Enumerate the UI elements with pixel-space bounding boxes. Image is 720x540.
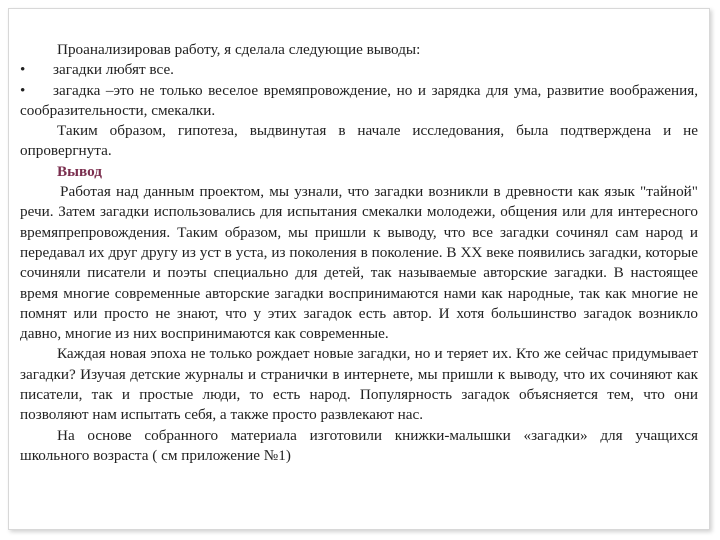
bullet-icon: •: [20, 61, 26, 79]
bullet-text: загадки любят все.: [53, 61, 174, 79]
body-paragraph: Работая над данным проектом, мы узнали, что загадки возникли в древности как язык "тайной" речи. Затем загадки использовались для испытания смекалки молодежи, общения или для интересного времяпрепровождения. Таким образом, мы пришли к выводу, что все загадки сочинял сам народ и передавал их друг другу из уст в уста, из поколения в поколение. В XX веке появились загадки, которые сочиняли писатели и поэты специально для детей, так называемые авторские загадки. В настоящее время многие современные авторские загадки воспринимаются нами как народные, так как многие не помнят или просто не знают, что у этих загадок есть автор. И хотя большинство загадок возникло давно, многие из них воспринимаются как современные.: [20, 183, 698, 343]
bullet-icon: •: [20, 81, 26, 99]
body-paragraph: Каждая новая эпоха не только рождает новые загадки, но и теряет их. Кто же сейчас придумывает загадки? Изучая детские журналы и странички в интернете, мы пришли к выводу, что их сочиняют как писатели, так и простые люди, то есть народ. Популярность загадок объясняется тем, что они позволяют нам испытать себя, а также просто развлекают нас.: [20, 345, 698, 424]
conclusion-heading: Вывод: [57, 162, 102, 180]
bullet-item-1: [20, 60, 698, 80]
bullet-item-2: [20, 81, 698, 122]
body-paragraph: На основе собранного материала изготовили книжки-малышки «загадки» для учащихся школьного возраста ( см приложение №1): [20, 426, 698, 464]
intro-paragraph: Проанализировав работу, я сделала следующие выводы:: [57, 41, 421, 58]
hypothesis-paragraph: Таким образом, гипотеза, выдвинутая в начале исследования, была подтверждена и не опровергнута.: [20, 122, 698, 160]
bullet-text: загадка –это не только веселое времяпровождение, но и зарядка для ума, развитие воображения, сообразительности, смекалки.: [20, 81, 698, 119]
slide-content: [20, 40, 698, 466]
